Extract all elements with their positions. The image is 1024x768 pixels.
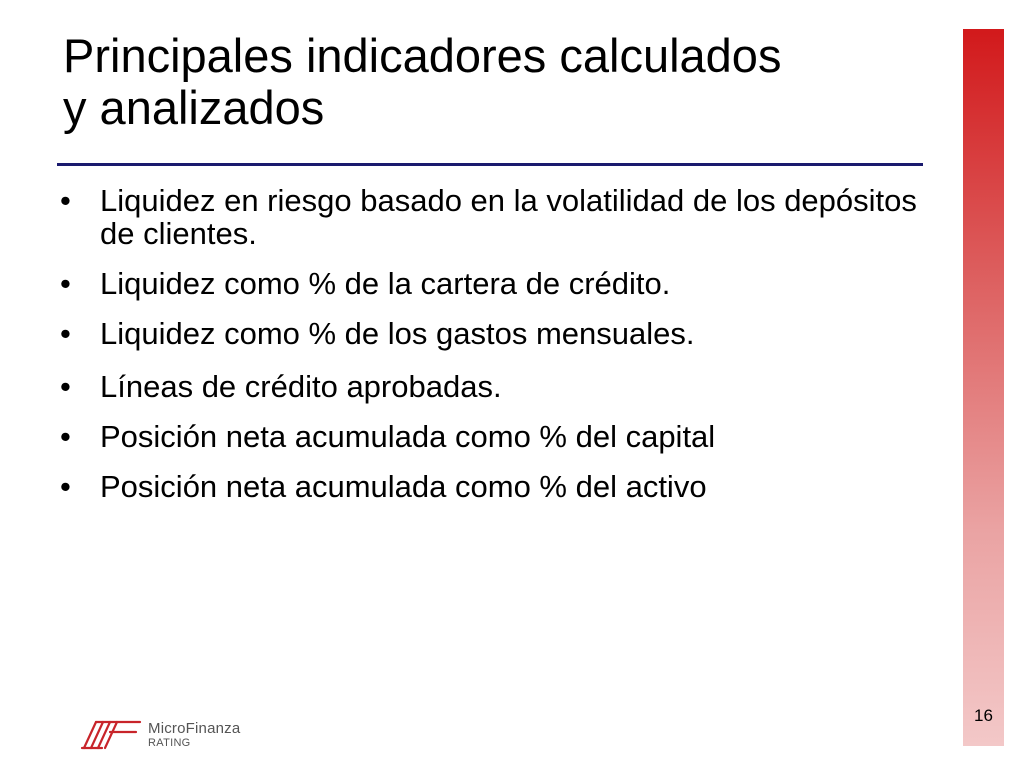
- title-line-2: y analizados: [63, 81, 325, 134]
- bullet-item: [57, 470, 927, 503]
- title-underline: [57, 163, 923, 166]
- logo-text-primary: MicroFinanza: [148, 720, 241, 737]
- slide-title: [63, 30, 943, 134]
- bullet-item: [57, 184, 927, 250]
- bullet-item: [57, 420, 927, 453]
- bullet-icon: •: [60, 469, 71, 504]
- bullet-text: Posición neta acumulada como % del activo: [100, 469, 707, 504]
- bullet-list: [57, 184, 927, 520]
- microfinanza-logo: [80, 714, 260, 754]
- bullet-text: Liquidez como % de los gastos mensuales.: [100, 316, 695, 351]
- logo-mark-icon: [80, 718, 142, 752]
- bullet-icon: •: [60, 419, 71, 454]
- bullet-icon: •: [60, 183, 71, 218]
- bullet-text: Posición neta acumulada como % del capital: [100, 419, 716, 454]
- page-number: 16: [974, 706, 993, 725]
- bullet-icon: •: [60, 316, 71, 351]
- bullet-text: Líneas de crédito aprobadas.: [100, 369, 502, 404]
- title-line-1: Principales indicadores calculados: [63, 29, 782, 82]
- bullet-item: [57, 370, 927, 403]
- bullet-item: [57, 267, 927, 300]
- bullet-text: Liquidez en riesgo basado en la volatilidad de los depósitos de clientes.: [100, 183, 917, 251]
- accent-bar: [963, 29, 1004, 746]
- logo-text-secondary: RATING: [148, 737, 191, 749]
- bullet-item: [57, 317, 927, 350]
- bullet-icon: •: [60, 369, 71, 404]
- bullet-text: Liquidez como % de la cartera de crédito.: [100, 266, 671, 301]
- bullet-icon: •: [60, 266, 71, 301]
